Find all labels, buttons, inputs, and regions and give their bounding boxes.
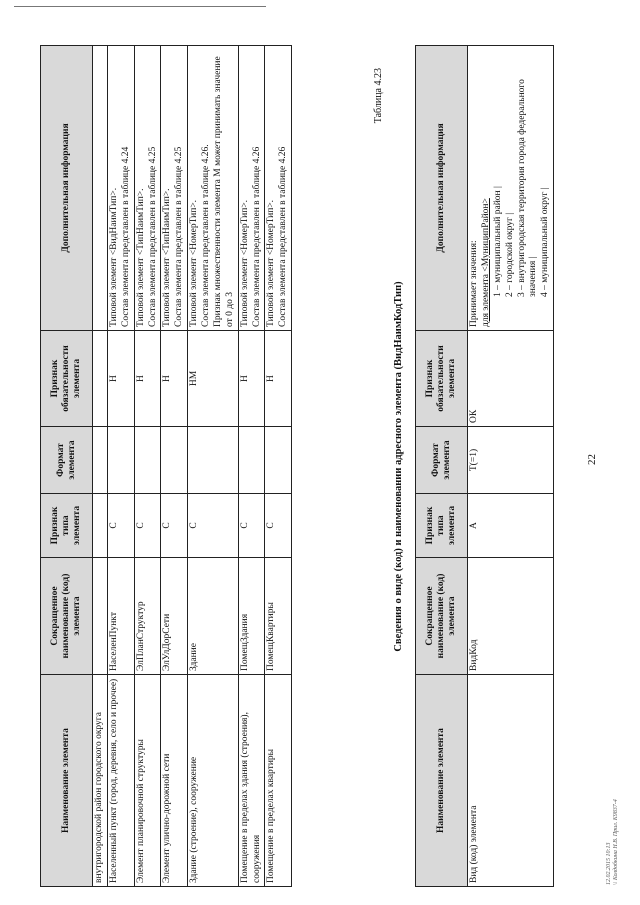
document-stamp (606, 799, 620, 885)
cell-info (265, 46, 292, 331)
info-line: Состав элемента представлен в таблице 4.25 (147, 146, 158, 327)
header-type: Признак типа элемента (41, 494, 93, 558)
info-value: 3 – внутригородская территория города федерального значения | (516, 79, 539, 297)
table-row (188, 46, 239, 887)
stamp-line: 12.02.2015 10:13 (606, 842, 612, 885)
cell-name: Помещение в пределах квартиры (265, 675, 292, 887)
info-line: Состав элемента представлен в таблице 4.24 (120, 146, 131, 327)
cell-name: внутригородской район городского округа (93, 675, 108, 887)
table-row (265, 46, 292, 887)
cell-required: Н (107, 331, 134, 427)
header-element-name: Наименование элемента (41, 675, 93, 887)
info-line: Состав элемента представлен в таблице 4.25 (174, 146, 185, 327)
table-row (468, 46, 554, 887)
cell-format (134, 427, 161, 494)
cell-name: Здание (строение), сооружение (188, 675, 239, 887)
cell-type: А (468, 494, 554, 558)
cell-type: С (238, 494, 265, 558)
address-element-table (415, 45, 554, 887)
table-header-row (41, 46, 93, 887)
cell-name: Помещение в пределах здания (строения), сооружения (238, 675, 265, 887)
cell-name: Элемент планировочной структуры (134, 675, 161, 887)
info-line: Признак множественности элемента М может принимать значение от 0 до 3 (212, 56, 235, 327)
header-info: Дополнительная информация (41, 46, 93, 331)
elements-table-continued (40, 45, 292, 887)
info-value: 4 – муниципальный округ | (540, 187, 551, 297)
table-header-row (416, 46, 468, 887)
cell-format (161, 427, 188, 494)
cell-info (238, 46, 265, 331)
cell-name: Населенный пункт (город, деревня, село и прочее) (107, 675, 134, 887)
cell-name: Вид (код) элемента (468, 675, 554, 887)
header-required: Признак обязательности элемента (416, 331, 468, 427)
header-info: Дополнительная информация (416, 46, 468, 331)
header-required: Признак обязательности элемента (41, 331, 93, 427)
cell-code: Здание (188, 558, 239, 675)
cell-required: Н (161, 331, 188, 427)
cell-required: ОК (468, 331, 554, 427)
cell-required: НМ (188, 331, 239, 427)
header-element-name: Наименование элемента (416, 675, 468, 887)
cell-format (188, 427, 239, 494)
table-row (238, 46, 265, 887)
cell-code (93, 558, 108, 675)
info-line: Состав элемента представлен в таблице 4.26. (201, 144, 211, 327)
header-format: Формат элемента (41, 427, 93, 494)
info-line: Типовой элемент <НомерТип>. (189, 199, 200, 327)
cell-type: С (188, 494, 239, 558)
info-intro: Принимает значения: (469, 240, 479, 327)
cell-format (93, 427, 108, 494)
table-row (107, 46, 134, 887)
cell-info (93, 46, 108, 331)
info-line: Состав элемента представлен в таблице 4.26 (278, 146, 289, 327)
info-for-element: для элемента <МуниципРайон> (480, 198, 491, 327)
cell-required: Н (265, 331, 292, 427)
cell-code: ПомещЗдания (238, 558, 265, 675)
cell-type: С (107, 494, 134, 558)
info-value: 1 – муниципальный район | (492, 186, 503, 297)
cell-required: Н (134, 331, 161, 427)
header-type: Признак типа элемента (416, 494, 468, 558)
cell-name: Элемент улично-дорожной сети (161, 675, 188, 887)
cell-type (93, 494, 108, 558)
cell-code: НаселенПункт (107, 558, 134, 675)
cell-type: С (134, 494, 161, 558)
info-line: Типовой элемент <НомерТип>. (239, 199, 250, 327)
cell-code: ПомещКвартиры (265, 558, 292, 675)
info-line: Типовой элемент <ТипНаимТип>. (162, 188, 173, 327)
info-value: 2 – городской округ | (504, 212, 515, 297)
cell-info (468, 46, 554, 331)
info-line: Типовой элемент <ВидНаимТип>. (108, 187, 119, 327)
table-row (161, 46, 188, 887)
cell-format (107, 427, 134, 494)
cell-format (238, 427, 265, 494)
cell-format (265, 427, 292, 494)
cell-type: С (265, 494, 292, 558)
cell-code: ЭлПланСтруктур (134, 558, 161, 675)
cell-info (161, 46, 188, 331)
page-number: 22 (586, 454, 598, 465)
header-code: Сокращенное наименование (код) элемента (416, 558, 468, 675)
header-code: Сокращенное наименование (код) элемента (41, 558, 93, 675)
cell-required (93, 331, 108, 427)
table-row (93, 46, 108, 887)
stamp-line: \\ Колдобкина Н.В. Прил. К9837-4 (613, 799, 620, 885)
cell-required: Н (238, 331, 265, 427)
header-format: Формат элемента (416, 427, 468, 494)
cell-code: ВидКод (468, 558, 554, 675)
table-title: Сведения о виде (код) и наименовании адресного элемента (ВидНаимКодТип) (393, 281, 404, 652)
cell-info (134, 46, 161, 331)
cell-info (188, 46, 239, 331)
info-line: Состав элемента представлен в таблице 4.26 (251, 146, 262, 327)
cell-type: С (161, 494, 188, 558)
info-line: Типовой элемент <НомерТип>. (266, 199, 277, 327)
info-line: Типовой элемент <ТипНаимТип>. (135, 188, 146, 327)
cell-format: T(=1) (468, 427, 554, 494)
cell-info (107, 46, 134, 331)
table-caption: Таблица 4.23 (373, 68, 384, 124)
table-row (134, 46, 161, 887)
cell-code: ЭлУлДорСети (161, 558, 188, 675)
